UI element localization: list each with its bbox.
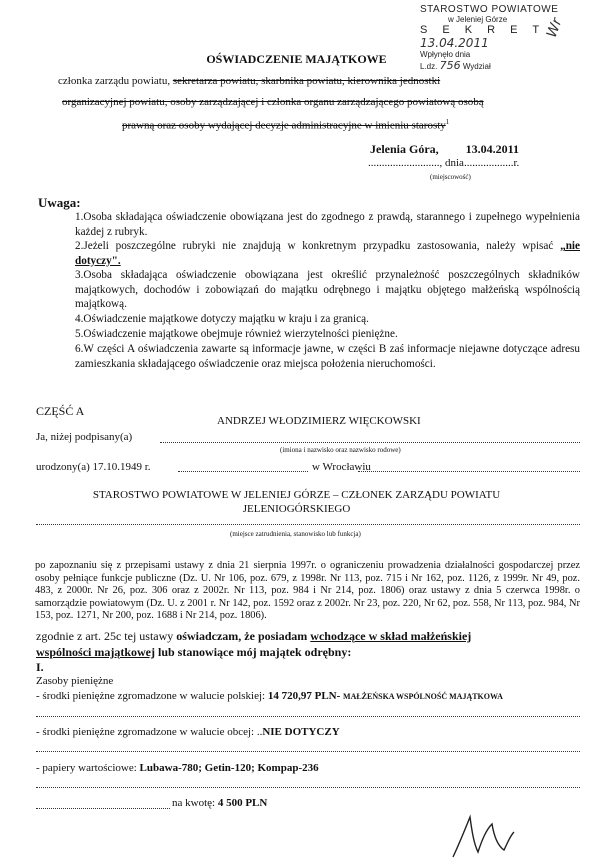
stamp-line-1: STAROSTWO POWIATOWE [420, 4, 559, 15]
uwaga-heading: Uwaga: [38, 195, 81, 210]
uwaga-point-2: 2.Jeżeli poszczególne rubryki nie znajdują w konkretnym przypadku zastosowania, należy wpisać „nie dotyczy". [75, 240, 580, 267]
uwaga-point-6: 6.W części A oświadczenia zawarte są informacje jawne, w części B zaś informacje niejawne dotyczące adresu zamieszkania składającego oświadczenie oraz miejsca położenia nieruchomości. [75, 343, 580, 370]
employer-line-2: JELENIOGÓRSKIEGO [242, 503, 351, 515]
document-title: OŚWIADCZENIE MAJĄTKOWE [206, 52, 387, 66]
stamp-line-3: S E K R E T 13.04.2011 [420, 24, 545, 50]
place-date: Jelenia Góra, 13.04.2011 [370, 142, 519, 156]
uwaga-point-5: 5.Oświadczenie majątkowe obejmuje również wierzytelności pieniężne. [75, 328, 398, 340]
header-line-2: organizacyjnej powiatu, osoby zarządzającej i członka organu zarządzającego powiatową osobą [62, 96, 484, 108]
name-dotted-line [160, 442, 580, 443]
born-place-dotted-line [358, 471, 580, 472]
employer-caption: (miejsce zatrudnienia, stanowisko lub funkcja) [230, 530, 361, 538]
signature-scribble [448, 812, 518, 862]
kwota-leading-dots [36, 808, 170, 809]
stamp-handwritten-date: 13.04.2011 [420, 36, 489, 50]
header-line-1: członka zarządu powiatu, sekretarza powiatu, skarbnika powiatu, kierownika jednostki [58, 75, 441, 87]
legal-basis-text: po zapoznaniu się z przepisami ustawy z dnia 21 sierpnia 1997r. o ograniczeniu prowadzenia działalności gospodarczej przez osoby pełniące funkcje publiczne (Dz. U. Nr 106, poz. 679, z 1998r. Nr 113, poz. 715 i Nr 162, poz. 1126, z 1999r. Nr 49, poz. 483, z 2000r. Nr 26, poz. 306 oraz z 2002r. Nr 113, poz. 984 i Nr 214, poz. 1806) oraz ustawy z dnia 5 czerwca 1998r. o samorządzie powiatowym (Dz. U. z 2001 r. Nr 142, poz. 1592 oraz z 2002r. Nr 23, poz. 220, Nr 62, poz. 558, Nr 113, poz. 984, Nr 153, poz. 1271, Nr 200, poz. 1688 i Nr 214, poz. 1806). [35, 560, 580, 622]
uwaga-point-1: 1.Osoba składająca oświadczenie obowiązana jest do zgodnego z prawdą, starannego i zupełnego wypełnienia każdej z rubryk. [75, 211, 580, 238]
born-dotted-line [178, 471, 308, 472]
name-caption: (imiona i nazwisko oraz nazwisko rodowe) [280, 446, 401, 454]
declaration-line-2: wspólności majątkowej lub stanowiące mój majątek odrębny: [36, 645, 352, 659]
employer-line-1: STAROSTWO POWIATOWE W JELENIEJ GÓRZE – CZŁONEK ZARZĄDU POWIATU [92, 489, 501, 501]
securities-dotted-line [36, 787, 580, 788]
declaration-line-1: zgodnie z art. 25c tej ustawy oświadczam, że posiadam wchodzące w skład małżeńskiej [36, 629, 472, 643]
born-date: urodzony(a) 17.10.1949 r. [36, 461, 151, 473]
pln-dotted-line [36, 716, 580, 717]
place-date-dots: .........................., dnia..................r. [368, 157, 520, 169]
securities-amount: na kwotę: 4 500 PLN [172, 797, 268, 809]
handwritten-initials-mark: Wr [543, 16, 566, 40]
header-line-3: prawną oraz osoby wydającej decyzje administracyjne w imieniu starosty$^1$ [122, 118, 450, 132]
pln-funds: - środki pieniężne zgromadzone w walucie polskiej: 14 720,97 PLN- MAŁŻEŃSKA WSPÓLNOŚĆ MAJĄTKOWA [36, 690, 503, 702]
czesc-a-heading: CZĘŚĆ A [36, 404, 85, 418]
employer-dotted-line [36, 524, 580, 525]
stamp-handwritten-number: 756 [439, 59, 461, 72]
zasoby-heading: Zasoby pieniężne [36, 675, 114, 687]
securities: - papiery wartościowe: Lubawa-780; Getin-120; Kompap-236 [36, 762, 319, 774]
foreign-funds: - środki pieniężne zgromadzone w walucie obcej: ..NIE DOTYCZY [36, 726, 340, 738]
born-place: w Wrocławiu [312, 461, 371, 473]
stamp-line-2: w Jeleniej Górze [448, 15, 508, 24]
declarant-name: ANDRZEJ WŁODZIMIERZ WIĘCKOWSKI [217, 415, 421, 427]
section-I-label: I. [36, 660, 44, 674]
stamp-line-4: Wpłynęło dnia [420, 50, 471, 59]
uwaga-point-3: 3.Osoba składająca oświadczenie obowiązana jest określić przynależność poszczególnych składników majątkowych, dochodów i zobowiązań do majątku odrębnego i majątku objętego małżeńską wspólnością majątkową. [75, 269, 580, 310]
stamp-line-5: L.dz. 756 Wydział [420, 59, 491, 72]
foreign-dotted-line [36, 751, 580, 752]
place-caption: (miejscowość) [430, 173, 471, 181]
ja-label: Ja, niżej podpisany(a) [36, 431, 133, 443]
uwaga-point-4: 4.Oświadczenie majątkowe dotyczy majątku w kraju i za granicą. [75, 313, 369, 325]
